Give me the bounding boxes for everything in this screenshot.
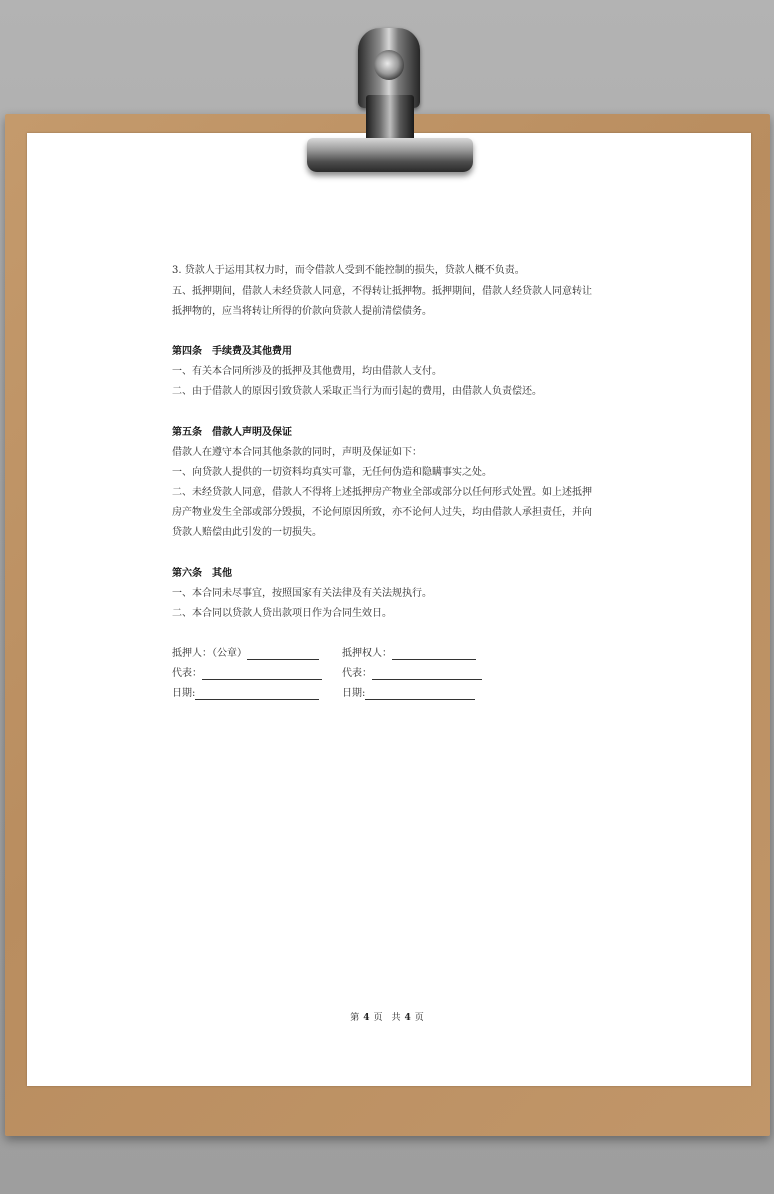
rep-blank xyxy=(372,669,482,680)
paragraph-line: 3. 贷款人于运用其权力时，而令借款人受到不能控制的损失，贷款人概不负责。 xyxy=(172,265,525,276)
binder-clip-hole-icon xyxy=(374,50,404,80)
clause-line: 房产物业发生全部或部分毁损，不论何原因所致，亦不论何人过失，均由借款人承担责任，并向 xyxy=(172,507,592,518)
mortgagee-label: 抵押权人： xyxy=(342,648,392,659)
clause-line: 一、有关本合同所涉及的抵押及其他费用，均由借款人支付。 xyxy=(172,366,442,377)
mortgagee-signature xyxy=(342,648,476,660)
rep-blank xyxy=(202,669,322,680)
footer-prefix: 第 xyxy=(350,1013,360,1023)
date-label: 日期: xyxy=(172,688,196,699)
section-heading: 第六条 其他 xyxy=(172,568,232,579)
binder-clip-base-icon xyxy=(307,138,473,172)
rep-label: 代表： xyxy=(342,668,372,679)
clause-line: 借款人在遵守本合同其他条款的同时，声明及保证如下： xyxy=(172,447,422,458)
mortgagor-blank xyxy=(247,649,319,660)
clause-line: 二、本合同以贷款人贷出款项日作为合同生效日。 xyxy=(172,608,392,619)
clause-line: 二、未经贷款人同意，借款人不得将上述抵押房产物业全部或部分以任何形式处置。如上述抵押 xyxy=(172,487,592,498)
mortgagee-blank xyxy=(392,649,476,660)
section-heading: 第四条 手续费及其他费用 xyxy=(172,346,292,357)
page-number: 4 xyxy=(363,1013,370,1023)
clause-line: 二、由于借款人的原因引致贷款人采取正当行为而引起的费用，由借款人负责偿还。 xyxy=(172,386,542,397)
footer-suffix: 页 xyxy=(414,1013,424,1023)
paragraph-line: 抵押物的，应当将转让所得的价款向贷款人提前清偿债务。 xyxy=(172,306,432,317)
total-pages: 4 xyxy=(404,1013,411,1023)
rep-label: 代表： xyxy=(172,668,202,679)
date-blank xyxy=(365,689,475,700)
binder-clip-stem-icon xyxy=(366,95,414,143)
right-representative xyxy=(342,668,482,680)
right-date xyxy=(342,688,475,700)
paragraph-line: 五、抵押期间，借款人未经贷款人同意，不得转让抵押物。抵押期间，借款人经贷款人同意转让 xyxy=(172,286,592,297)
footer-mid: 页 共 xyxy=(373,1013,401,1023)
left-representative xyxy=(172,668,322,680)
section-heading: 第五条 借款人声明及保证 xyxy=(172,427,292,438)
clause-line: 一、本合同未尽事宜，按照国家有关法律及有关法规执行。 xyxy=(172,588,432,599)
clause-line: 一、向贷款人提供的一切资料均真实可靠，无任何伪造和隐瞒事实之处。 xyxy=(172,467,492,478)
mortgagor-label: 抵押人：（公章） xyxy=(172,648,247,659)
date-blank xyxy=(195,689,319,700)
clause-line: 贷款人赔偿由此引发的一切损失。 xyxy=(172,527,322,538)
page-footer xyxy=(0,1010,774,1023)
date-label: 日期: xyxy=(342,688,366,699)
left-date xyxy=(172,688,319,700)
mortgagor-signature xyxy=(172,648,319,660)
